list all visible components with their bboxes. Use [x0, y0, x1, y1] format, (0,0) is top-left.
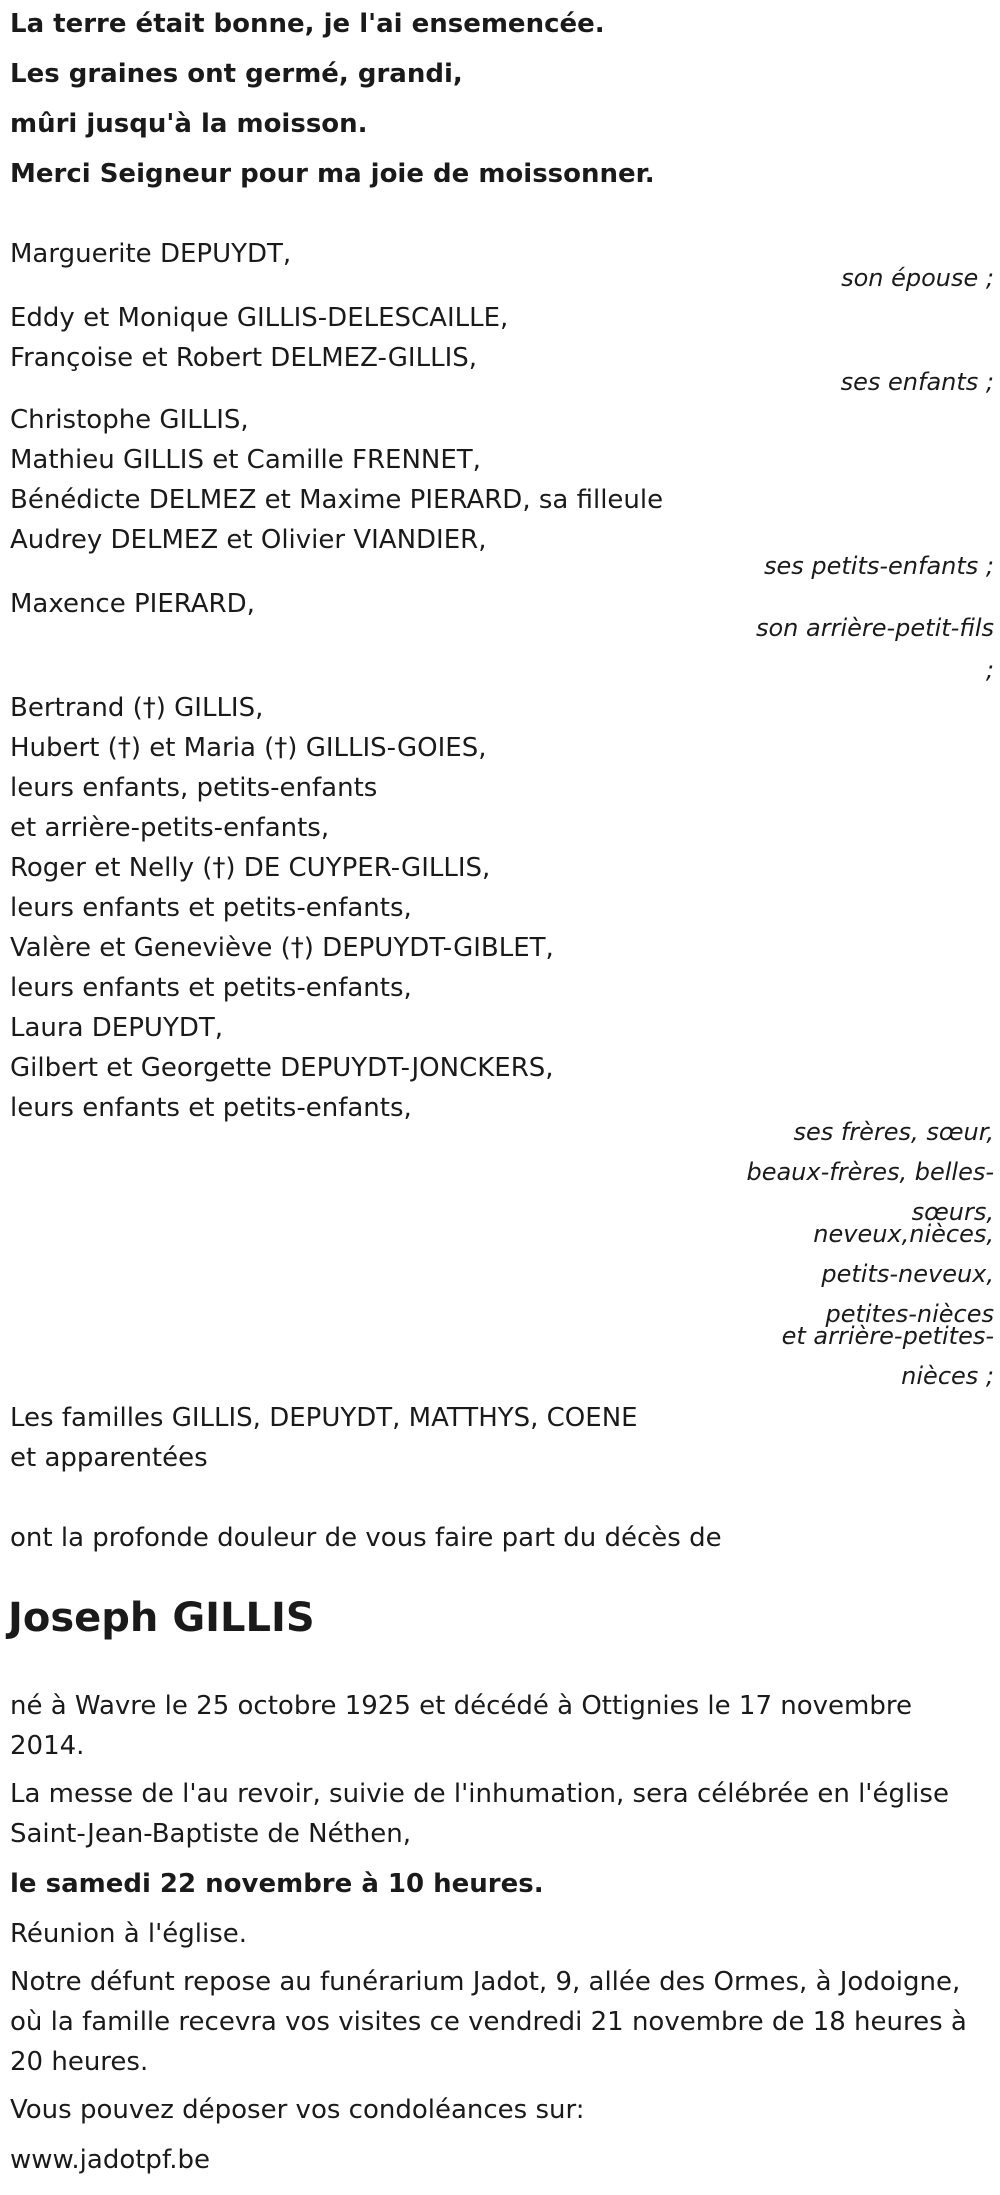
sibling-line: Laura DEPUYDT, [10, 1013, 223, 1043]
families-line: et apparentées [10, 1443, 208, 1473]
sibling-line: Valère et Geneviève (†) DEPUYDT-GIBLET, [10, 933, 554, 963]
website-link[interactable]: www.jadotpf.be [10, 2145, 210, 2175]
verse-line: mûri jusqu'à la moisson. [10, 109, 368, 139]
sibling-line: leurs enfants, petits-enfants [10, 773, 378, 803]
spouse-name: Marguerite DEPUYDT, [10, 239, 292, 269]
sibling-line: Hubert (†) et Maria (†) GILLIS-GOIES, [10, 733, 487, 763]
announcement: ont la profonde douleur de vous faire part du décès de [10, 1523, 722, 1553]
meeting-info: Réunion à l'église. [10, 1919, 248, 1949]
sibling-line: leurs enfants et petits-enfants, [10, 973, 412, 1003]
verse-line: Les graines ont germé, grandi, [10, 59, 463, 89]
grandchildren-role: ses petits-enfants ; [763, 552, 994, 580]
birth-death-line: 2014. [10, 1731, 85, 1761]
deceased-name: Joseph GILLIS [8, 1595, 315, 1641]
great-grandchild-role: ; [985, 656, 994, 684]
grandchild-name: Mathieu GILLIS et Camille FRENNET, [10, 445, 481, 475]
condolences-text: Vous pouvez déposer vos condoléances sur: [10, 2095, 585, 2125]
ceremony-date: le samedi 22 novembre à 10 heures. [10, 1869, 544, 1899]
grandchild-name: Audrey DELMEZ et Olivier VIANDIER, [10, 525, 487, 555]
sibling-line: Gilbert et Georgette DEPUYDT-JONCKERS, [10, 1053, 554, 1083]
siblings-role: neveux,nièces, [813, 1220, 994, 1248]
sibling-line: leurs enfants et petits-enfants, [10, 893, 412, 923]
funerarium-line: Notre défunt repose au funérarium Jadot, 9, allée des Ormes, à Jodoigne, [10, 1967, 961, 1997]
siblings-role: nièces ; [901, 1362, 994, 1390]
child-name: Eddy et Monique GILLIS-DELESCAILLE, [10, 303, 509, 333]
grandchild-name: Christophe GILLIS, [10, 405, 249, 435]
birth-death-line: né à Wavre le 25 octobre 1925 et décédé à Ottignies le 17 novembre [10, 1691, 912, 1721]
mass-line: La messe de l'au revoir, suivie de l'inhumation, sera célébrée en l'église [10, 1779, 949, 1809]
siblings-role: sœurs, [911, 1198, 994, 1226]
children-role: ses enfants ; [840, 368, 994, 396]
verse-line: Merci Seigneur pour ma joie de moissonner. [10, 159, 655, 189]
grandchild-name: Bénédicte DELMEZ et Maxime PIERARD, sa filleule [10, 485, 664, 515]
sibling-line: et arrière-petits-enfants, [10, 813, 330, 843]
sibling-line: leurs enfants et petits-enfants, [10, 1093, 412, 1123]
siblings-role: petites-nièces [825, 1300, 994, 1328]
sibling-line: Bertrand (†) GILLIS, [10, 693, 264, 723]
spouse-role: son épouse ; [841, 264, 994, 292]
funerarium-line: 20 heures. [10, 2047, 149, 2077]
siblings-role: beaux-frères, belles- [746, 1158, 994, 1186]
siblings-role: et arrière-petites- [781, 1322, 994, 1350]
great-grandchild-role: son arrière-petit-fils [755, 614, 994, 642]
verse-line: La terre était bonne, je l'ai ensemencée. [10, 9, 605, 39]
siblings-role: ses frères, sœur, [793, 1118, 994, 1146]
child-name: Françoise et Robert DELMEZ-GILLIS, [10, 343, 478, 373]
sibling-line: Roger et Nelly (†) DE CUYPER-GILLIS, [10, 853, 491, 883]
mass-line: Saint-Jean-Baptiste de Néthen, [10, 1819, 412, 1849]
siblings-role: petits-neveux, [821, 1260, 994, 1288]
funerarium-line: où la famille recevra vos visites ce vendredi 21 novembre de 18 heures à [10, 2007, 967, 2037]
great-grandchild-name: Maxence PIERARD, [10, 589, 255, 619]
families-line: Les familles GILLIS, DEPUYDT, MATTHYS, COENE [10, 1403, 638, 1433]
